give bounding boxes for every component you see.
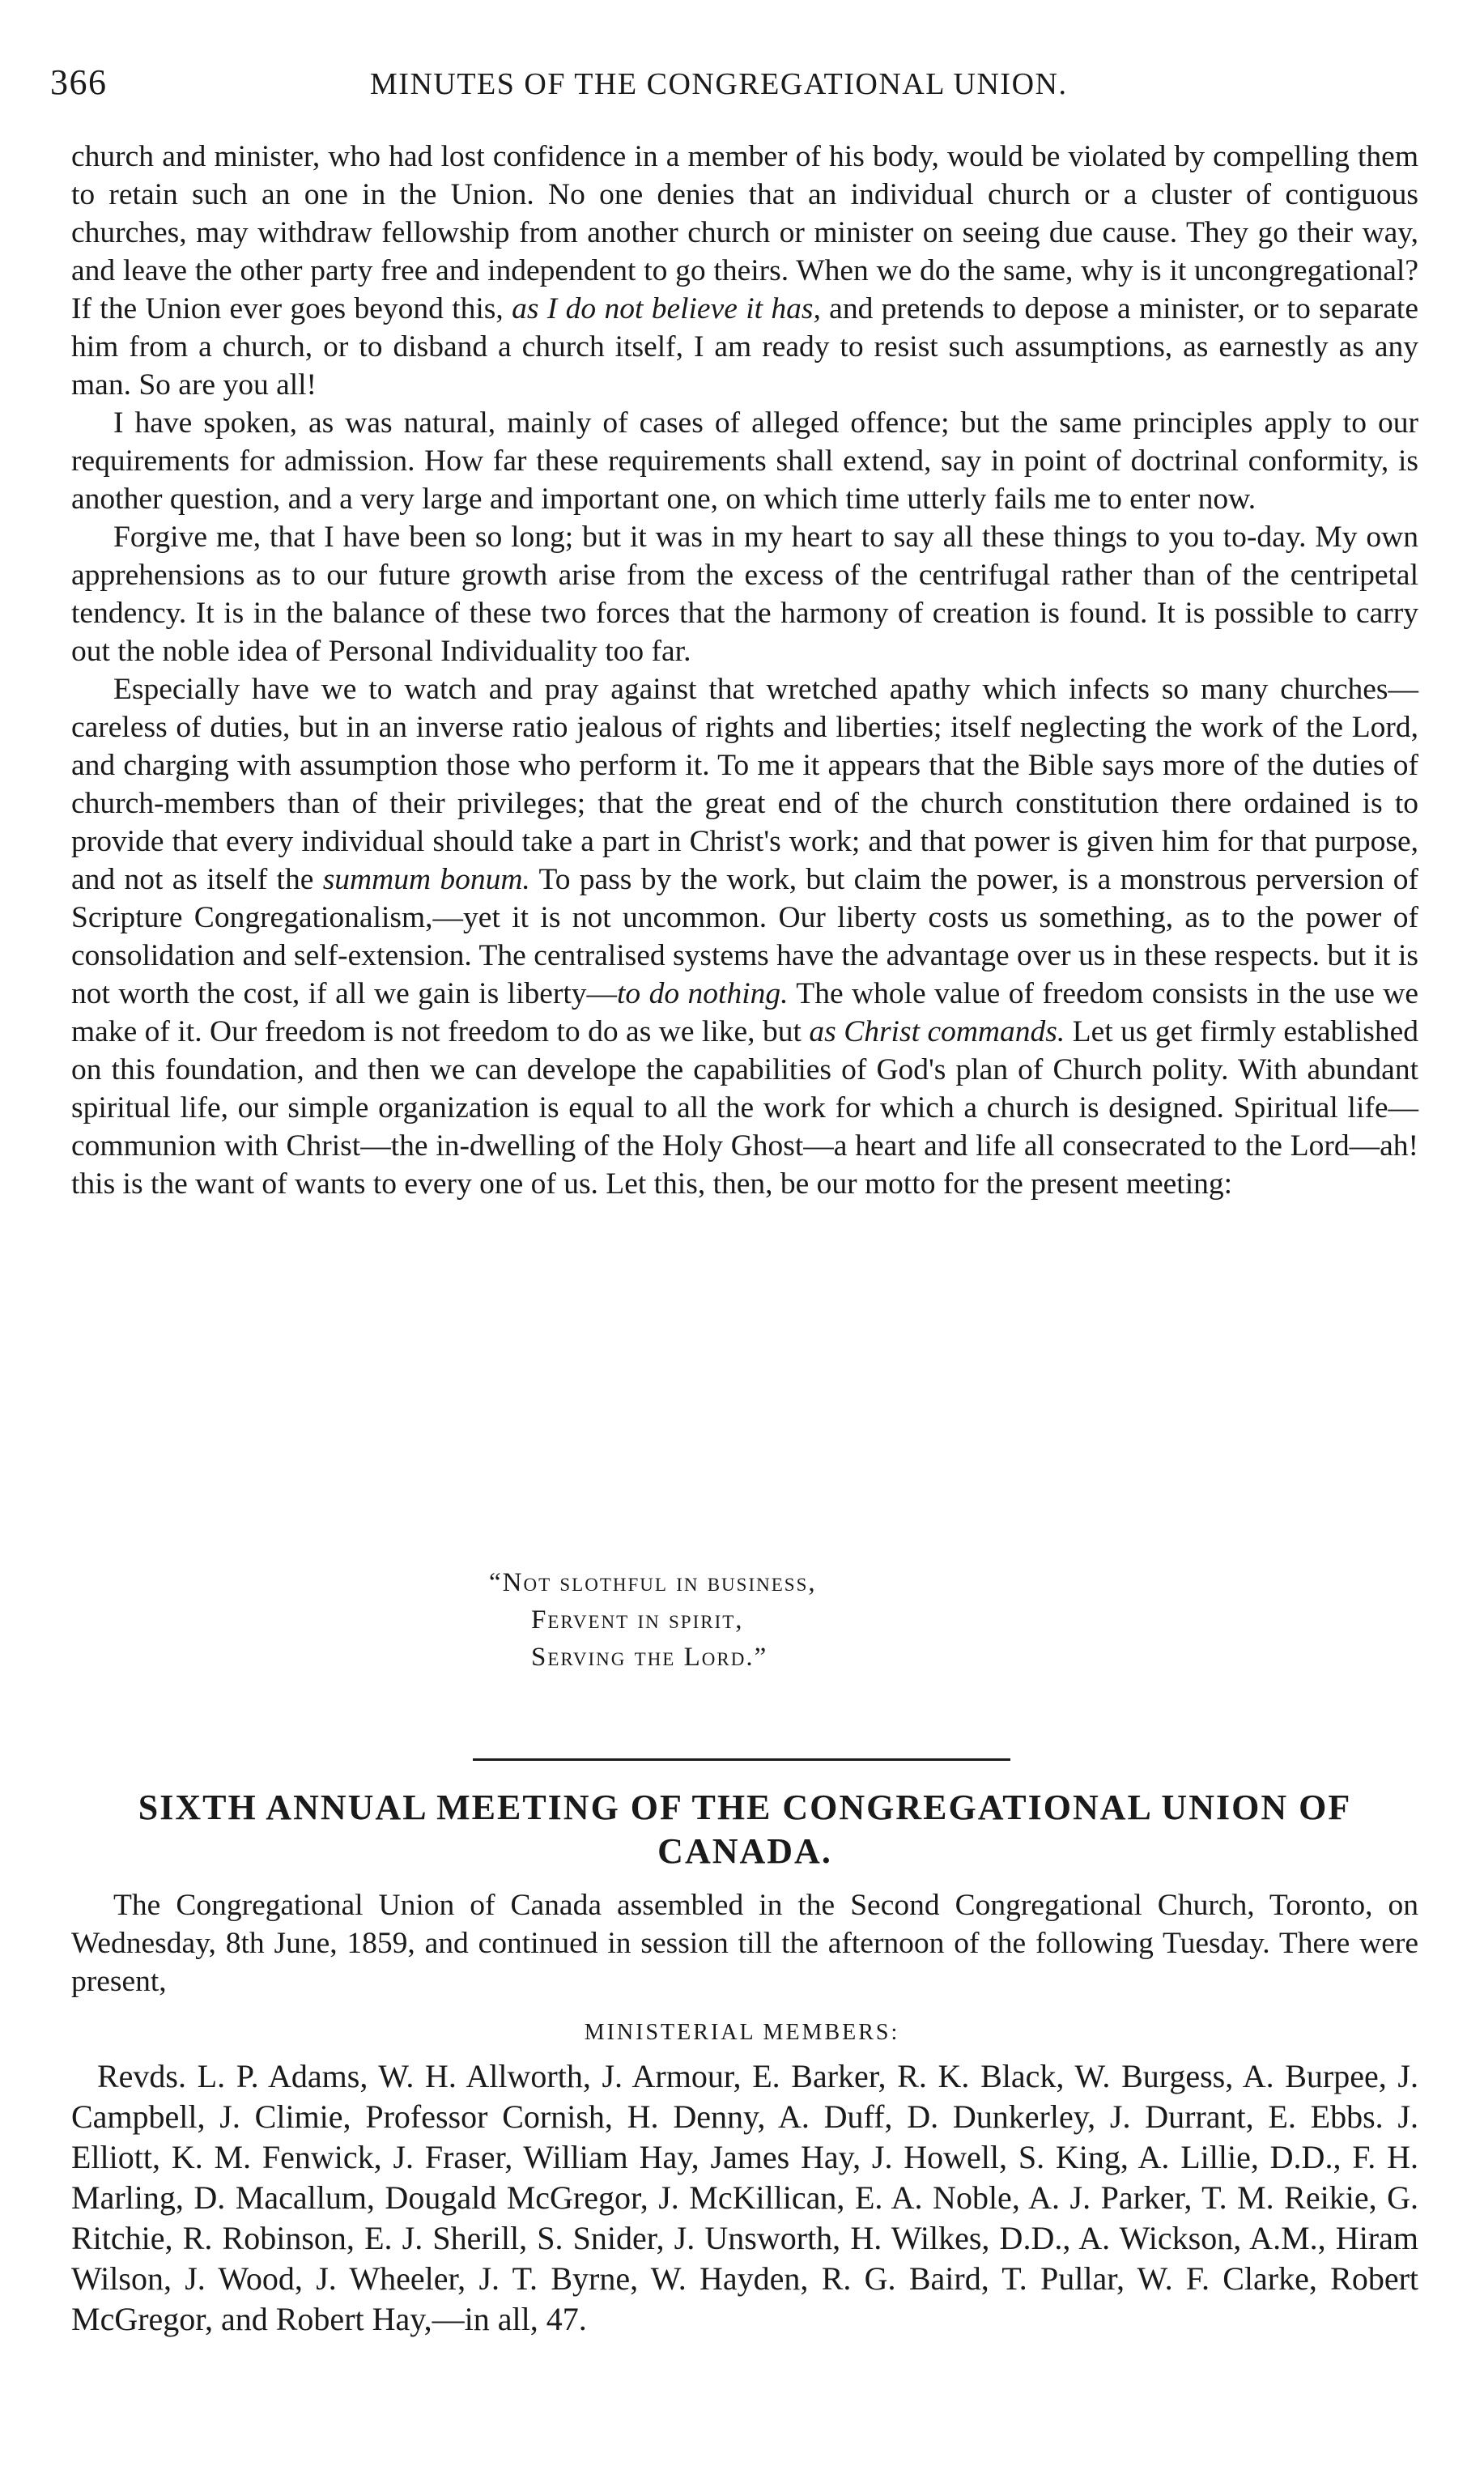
paragraph [71,518,1418,670]
text-run: I have spoken, as was natural, mainly of cases of alleged offence; but the same principles apply to our requirements for admission. How far these requirements shall extend, say in point of doctrinal conformity, is another question, and a very large and important one, on which time utterly fails me to enter now. [71,406,1418,516]
page-number: 366 [50,62,108,102]
section-divider [473,1758,1010,1761]
motto-quote [489,1564,817,1676]
running-title: MINUTES OF THE CONGREGATIONAL UNION. [370,67,1068,101]
text-run: and pretends to depose a minister, or to separate him from a church, or to disband a church itself, I am ready to resist such assumptions, as earnestly as any man. So are you all! [71,292,1418,402]
paragraph [71,404,1418,518]
section-intro: The Congregational Union of Canada assembled in the Second Congregational Church, Toronto, on Wednesday, 8th June, 1859, and continued in session till the afternoon of the following Tuesday. There were present, [71,1889,1418,1998]
italic-run: as Christ commands. [809,1015,1065,1048]
text-run: To pass by the work, but claim the power, is a monstrous perversion of Scripture Congregationalism,—yet it is not uncommon. Our liberty costs us something, as to the power of consolidation and self-extension. The centralised systems have the advantage over us in these respects. but it is not worth the cost, if all we gain is liberty— [71,863,1418,1010]
running-header [50,62,1411,107]
text-run: Especially have we to watch and pray against that wretched apathy which infects so many churches—careless of duties, but in an inverse ratio jealous of rights and liberties; itself neglecting the work of the Lord, and charging with assumption those who perform it. To me it appears that the Bible says more of the duties of church-members than of their privileges; that the great end of the church constitution there ordained is to provide that every individual should take a part in Christ's work; and that power is given him for that purpose, and not as itself the [71,673,1418,896]
motto-line: Fervent in spirit, [531,1605,744,1635]
text-run: Let us get firmly established on this foundation, and then we can develope the capabilities of God's plan of Church polity. With abundant spiritual life, our simple organization is equal to all the work for which a church is designed. Spiritual life—communion with Christ—the in-dwelling of the Holy Ghost—a heart and life all consecrated to the Lord—ah! this is the want of wants to every one of us. Let this, then, be our motto for the present meeting: [71,1015,1419,1201]
paragraph [71,670,1418,1203]
text-run: The whole value of freedom consists in the use we make of it. Our freedom is not freedom to do as we like, but [71,977,1419,1048]
motto-line: Serving the Lord.” [531,1643,768,1672]
members-list: Revds. L. P. Adams, W. H. Allworth, J. Armour, E. Barker, R. K. Black, W. Burgess, A. Burpee, J. Campbell, J. Climie, Professor Cornish, H. Denny, A. Duff, D. Dunkerley, J. Durrant, E. Ebbs. J. Elliott, K. M. Fenwick, J. Fraser, William Hay, James Hay, J. Howell, S. King, A. Lillie, D.D., F. H. Marling, D. Macallum, Dougald McGregor, J. McKillican, E. A. Noble, A. J. Parker, T. M. Reikie, G. Ritchie, R. Robinson, E. J. Sherill, S. Snider, J. Unsworth, H. Wilkes, D.D., A. Wickson, A.M., Hiram Wilson, J. Wood, J. Wheeler, J. T. Byrne, W. Hayden, R. G. Baird, T. Pullar, W. F. Clarke, Robert McGregor, and Robert Hay,—in all, 47. [71,2058,1418,2337]
text-run: church and minister, who had lost confidence in a member of his body, would be violated by compelling them to retain such an one in the Union. No one denies that an individual church or a cluster of contiguous churches, may withdraw fellowship from another church or minister on seeing due cause. They go their way, and leave the other party free and independent to go theirs. When we do the same, why is it uncongregational? If the Union ever goes beyond this, [71,140,1418,325]
section-title: SIXTH ANNUAL MEETING OF THE CONGREGATIONAL UNION OF CANADA. [138,1788,1352,1871]
italic-run: summum bonum. [322,863,530,896]
italic-run: as I do not believe it has, [512,292,821,325]
address-body [71,138,1418,1203]
italic-run: to do nothing. [617,977,789,1010]
paragraph [71,138,1418,404]
motto-line: “Not slothful in business, [489,1568,817,1597]
text-run: Forgive me, that I have been so long; but it was in my heart to say all these things to you to-day. My own apprehensions as to our future growth arise from the excess of the centrifugal rather than of the centripetal tendency. It is in the balance of these two forces that the harmony of creation is found. It is possible to carry out the noble idea of Personal Individuality too far. [71,521,1418,668]
members-subheading: MINISTERIAL MEMBERS: [584,2020,900,2045]
